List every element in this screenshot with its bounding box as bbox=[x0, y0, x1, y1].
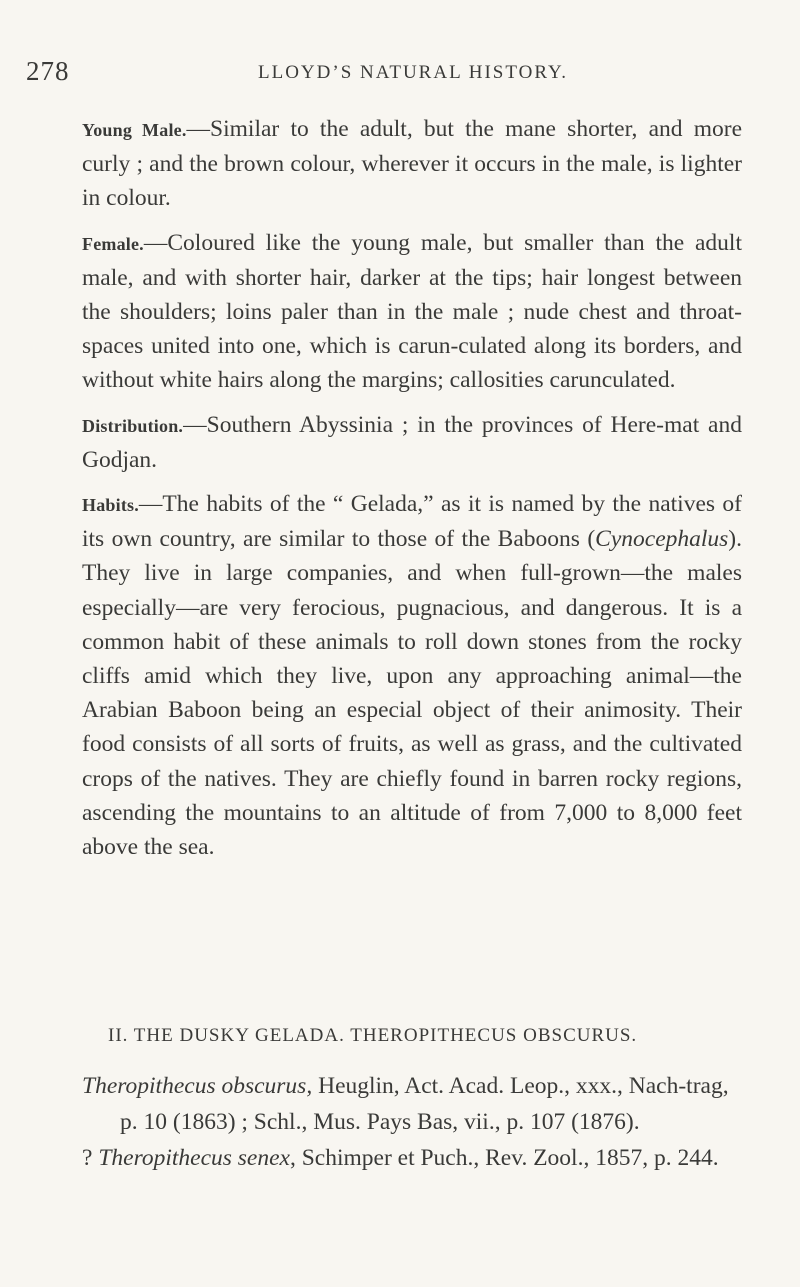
paragraph-lead: Habits. bbox=[82, 495, 139, 516]
paragraph-lead: Young Male. bbox=[82, 120, 187, 140]
paragraph-text: —Coloured like the young male, but smaller than the adult male, and with shorter hair, darker at the tips; hair longest between the shoulders; loins paler than in the male ; nude chest and throat-spaces united into one, which is carun-culated along its borders, and without white hairs along the margins; callosities carunculated. bbox=[82, 229, 742, 394]
main-text bbox=[82, 112, 742, 864]
synonymy-references bbox=[82, 1068, 742, 1176]
paragraph-habits bbox=[82, 487, 742, 864]
reference-citation: Heuglin, Act. Acad. Leop., xxx., Nach-trag, p. 10 (1863) ; Schl., Mus. Pays Bas, vii., p. 107 (1876). bbox=[120, 1073, 729, 1135]
genus-name: Cynocephalus bbox=[595, 526, 729, 553]
reference-entry bbox=[82, 1068, 742, 1140]
paragraph-text: —The habits of the “ Gelada,” as it is named by the natives of its own country, are similar to those of the Baboons ( bbox=[82, 491, 742, 553]
paragraph-lead: Distribution. bbox=[82, 415, 184, 436]
reference-prefix: ? bbox=[82, 1145, 99, 1171]
paragraph-female bbox=[82, 226, 742, 398]
reference-taxon: Theropithecus senex bbox=[98, 1145, 290, 1171]
reference-taxon: Theropithecus obscurus, bbox=[82, 1073, 313, 1099]
reference-citation: , Schimper et Puch., Rev. Zool., 1857, p. 244. bbox=[289, 1145, 719, 1171]
page-header bbox=[26, 56, 746, 96]
running-head: LLOYD’S NATURAL HISTORY. bbox=[258, 62, 568, 83]
paragraph-young-male bbox=[82, 112, 742, 216]
section-heading: II. THE DUSKY GELADA. THEROPITHECUS OBSCURUS. bbox=[108, 1025, 638, 1046]
paragraph-text: —Southern Abyssinia ; in the provinces of Here-mat and Godjan. bbox=[82, 411, 742, 473]
reference-entry bbox=[82, 1140, 742, 1176]
paragraph-text: —Similar to the adult, but the mane shorter, and more curly ; and the brown colour, wherever it occurs in the male, is lighter in colour. bbox=[82, 116, 742, 212]
paragraph-lead: Female. bbox=[82, 233, 144, 254]
paragraph-text-cont: ). They live in large companies, and when full-grown—the males especially—are very ferocious, pugnacious, and dangerous. It is a common habit of these animals to roll down stones from the rocky cliffs amid which they live, upon any approaching animal—the Arabian Baboon being an especial object of their animosity. Their food consists of all sorts of fruits, as well as grass, and the cultivated crops of the natives. They are chiefly found in barren rocky regions, ascending the mountains to an altitude of from 7,000 to 8,000 feet above the sea. bbox=[82, 526, 742, 861]
paragraph-distribution bbox=[82, 408, 742, 477]
page-number: 278 bbox=[26, 56, 70, 86]
